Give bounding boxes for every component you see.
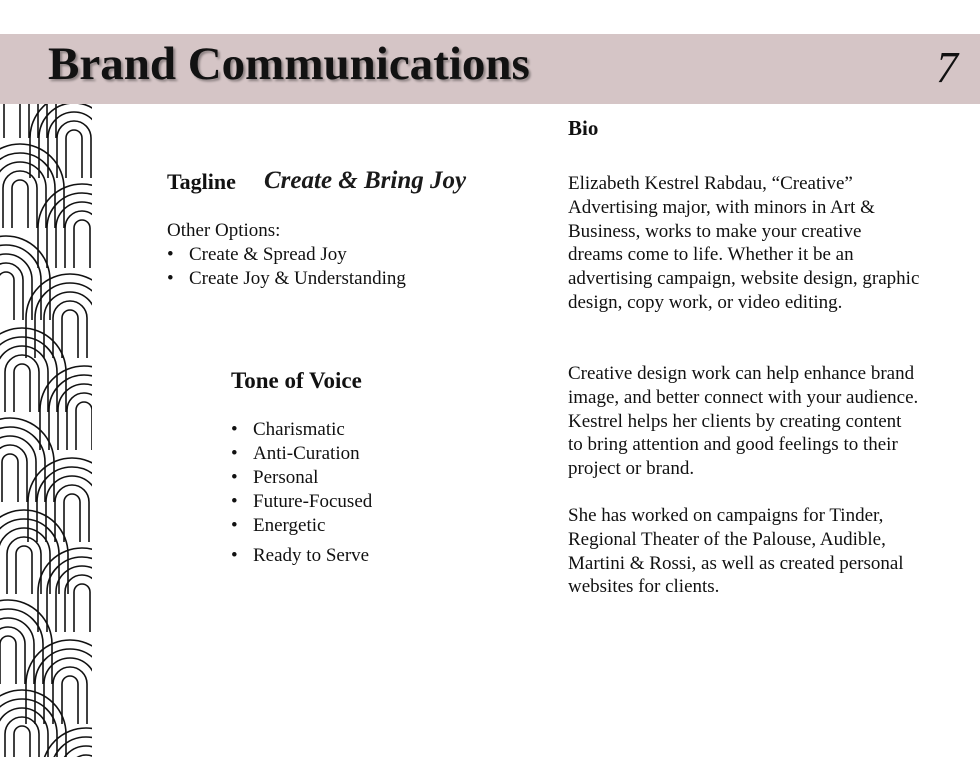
tagline-label: Tagline <box>167 169 236 194</box>
list-item: • Energetic <box>231 514 372 538</box>
bio-paragraph: She has worked on campaigns for Tinder, Regional Theater of the Palouse, Audible, Martini & Rossi, as well as created personal websites for clients. <box>568 505 904 598</box>
other-options-list <box>167 243 406 291</box>
list-item: • Create & Spread Joy <box>167 243 406 267</box>
list-item: • Personal <box>231 466 372 490</box>
list-item: • Create Joy & Understanding <box>167 267 406 291</box>
decorative-arc-pattern <box>0 104 92 757</box>
list-item: • Future-Focused <box>231 490 372 514</box>
page-number: 7 <box>936 43 958 92</box>
tone-of-voice-list <box>231 418 372 568</box>
bio-paragraph: Creative design work can help enhance brand image, and better connect with your audience. Kestrel helps her clients by creating content to bring attention and good feelings to their project or brand. <box>568 363 919 480</box>
bio-paragraph: Elizabeth Kestrel Rabdau, “Creative” Advertising major, with minors in Art & Business, works to make your creative dreams come to life. Whether it be an advertising campaign, website design, graphic design, copy work, or video editing. <box>568 173 920 313</box>
list-item: • Charismatic <box>231 418 372 442</box>
tone-of-voice-heading: Tone of Voice <box>231 368 362 393</box>
list-item: • Anti-Curation <box>231 442 372 466</box>
tagline-value: Create & Bring Joy <box>264 167 467 194</box>
other-options-heading: Other Options: <box>167 220 281 241</box>
page-title: Brand Communications <box>48 38 530 90</box>
bio-heading: Bio <box>568 116 599 140</box>
list-item: • Ready to Serve <box>231 544 372 568</box>
